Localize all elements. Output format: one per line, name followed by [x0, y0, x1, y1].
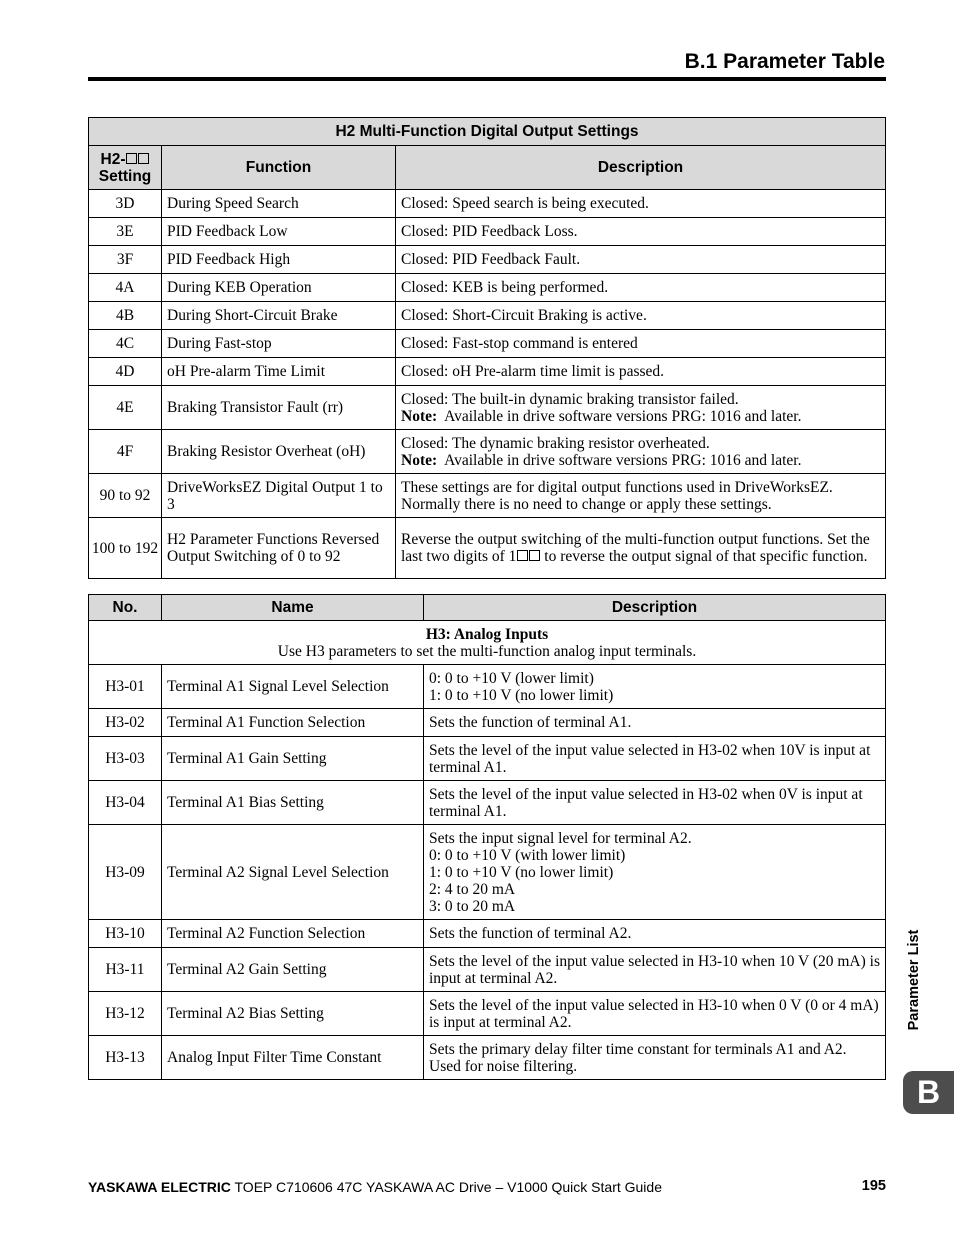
setting-cell: 4E: [89, 386, 162, 430]
table-row: [89, 518, 886, 579]
parameter-name: Terminal A1 Signal Level Selection: [162, 665, 424, 709]
section-header-cell: [89, 621, 886, 665]
setting-suffix: Setting: [98, 167, 152, 185]
description-text: Closed: The dynamic braking resistor overheated.: [401, 434, 710, 452]
table-row: [89, 825, 886, 920]
description-cell: [424, 825, 886, 920]
parameter-number: H3-12: [89, 992, 162, 1036]
description-line: 1: 0 to +10 V (no lower limit): [429, 686, 614, 704]
footer-document-title: TOEP C710606 47C YASKAWA AC Drive – V1000 Quick Start Guide: [230, 1179, 662, 1195]
description-line: 2: 4 to 20 mA: [429, 880, 516, 898]
h2-output-settings-table: [88, 117, 886, 579]
placeholder-box-icon: [517, 550, 528, 561]
setting-cell: 4D: [89, 358, 162, 386]
table-title: H2 Multi-Function Digital Output Settings: [89, 118, 886, 146]
table-row: [89, 781, 886, 825]
section-subtitle: Use H3 parameters to set the multi-function analog input terminals.: [277, 642, 697, 660]
table-row: [89, 992, 886, 1036]
column-header-name: Name: [162, 595, 424, 621]
appendix-letter-badge: B: [903, 1071, 954, 1114]
placeholder-box-icon: [126, 153, 137, 164]
description-cell: Sets the level of the input value selected in H3-10 when 0 V (0 or 4 mA) is input at terminal A2.: [424, 992, 886, 1036]
table-row: [89, 430, 886, 474]
parameter-name: Terminal A1 Function Selection: [162, 709, 424, 737]
description-cell: [396, 518, 886, 579]
table-row: [89, 330, 886, 358]
parameter-number: H3-02: [89, 709, 162, 737]
description-cell: [396, 386, 886, 430]
placeholder-box-icon: [138, 153, 149, 164]
description-cell: Closed: Speed search is being executed.: [396, 190, 886, 218]
note-text: Available in drive software versions PRG: 1016 and later.: [444, 451, 802, 469]
parameter-name: Terminal A2 Bias Setting: [162, 992, 424, 1036]
setting-cell: 4F: [89, 430, 162, 474]
table-row: [89, 358, 886, 386]
section-title: H3: Analog Inputs: [425, 625, 549, 643]
setting-cell: 4C: [89, 330, 162, 358]
parameter-number: H3-11: [89, 948, 162, 992]
setting-prefix: H2-: [100, 150, 126, 168]
description-line: 0: 0 to +10 V (lower limit): [429, 669, 594, 687]
function-cell: DriveWorksEZ Digital Output 1 to 3: [162, 474, 396, 518]
function-cell: Braking Transistor Fault (rr): [162, 386, 396, 430]
note-label: Note:: [401, 407, 438, 425]
function-cell: During KEB Operation: [162, 274, 396, 302]
parameter-name: Terminal A2 Function Selection: [162, 920, 424, 948]
parameter-number: H3-03: [89, 737, 162, 781]
parameter-number: H3-01: [89, 665, 162, 709]
parameter-name: Terminal A2 Gain Setting: [162, 948, 424, 992]
header-rule: [88, 77, 886, 81]
column-header-setting: [89, 146, 162, 190]
parameter-name: Terminal A1 Bias Setting: [162, 781, 424, 825]
description-cell: Sets the level of the input value selected in H3-02 when 10V is input at terminal A1.: [424, 737, 886, 781]
parameter-number: H3-10: [89, 920, 162, 948]
description-cell: [424, 665, 886, 709]
column-header-description: Description: [424, 595, 886, 621]
page-number: 195: [861, 1178, 886, 1194]
placeholder-box-icon: [529, 550, 540, 561]
description-line: 0: 0 to +10 V (with lower limit): [429, 846, 626, 864]
column-header-function: Function: [162, 146, 396, 190]
function-cell: During Fast-stop: [162, 330, 396, 358]
parameter-number: H3-09: [89, 825, 162, 920]
table-row: [89, 948, 886, 992]
function-cell: Braking Resistor Overheat (oH): [162, 430, 396, 474]
function-cell: PID Feedback High: [162, 246, 396, 274]
table-row: [89, 218, 886, 246]
description-line: 1: 0 to +10 V (no lower limit): [429, 863, 614, 881]
setting-cell: 4B: [89, 302, 162, 330]
note-label: Note:: [401, 451, 438, 469]
function-cell: oH Pre-alarm Time Limit: [162, 358, 396, 386]
table-row: [89, 302, 886, 330]
description-cell: Sets the level of the input value selected in H3-10 when 10 V (20 mA) is input at terminal A2.: [424, 948, 886, 992]
section-row: [89, 621, 886, 665]
setting-cell: 90 to 92: [89, 474, 162, 518]
setting-cell: 100 to 192: [89, 518, 162, 579]
side-tab-label: Parameter List: [906, 929, 922, 1031]
column-header-description: Description: [396, 146, 886, 190]
description-line: Sets the input signal level for terminal A2.: [429, 829, 692, 847]
page-footer: [88, 1179, 886, 1195]
description-cell: Sets the primary delay filter time constant for terminals A1 and A2. Used for noise filtering.: [424, 1036, 886, 1080]
table-row: [89, 709, 886, 737]
function-cell: PID Feedback Low: [162, 218, 396, 246]
page-title: B.1 Parameter Table: [684, 50, 885, 73]
table-row: [89, 737, 886, 781]
table-row: [89, 246, 886, 274]
parameter-number: H3-13: [89, 1036, 162, 1080]
description-cell: Closed: PID Feedback Fault.: [396, 246, 886, 274]
description-cell: These settings are for digital output functions used in DriveWorksEZ. Normally there is no need to change or apply these settings.: [396, 474, 886, 518]
footer-brand: YASKAWA ELECTRIC: [88, 1179, 231, 1195]
table-row: [89, 386, 886, 430]
function-cell: H2 Parameter Functions Reversed Output Switching of 0 to 92: [162, 518, 396, 579]
setting-cell: 4A: [89, 274, 162, 302]
setting-cell: 3E: [89, 218, 162, 246]
table-row: [89, 474, 886, 518]
description-cell: Sets the function of terminal A2.: [424, 920, 886, 948]
table-row: [89, 665, 886, 709]
table-row: [89, 274, 886, 302]
description-cell: Closed: PID Feedback Loss.: [396, 218, 886, 246]
setting-cell: 3F: [89, 246, 162, 274]
parameter-name: Terminal A2 Signal Level Selection: [162, 825, 424, 920]
note-text: Available in drive software versions PRG: 1016 and later.: [444, 407, 802, 425]
description-cell: Sets the function of terminal A1.: [424, 709, 886, 737]
setting-cell: 3D: [89, 190, 162, 218]
parameter-number: H3-04: [89, 781, 162, 825]
description-line: 3: 0 to 20 mA: [429, 897, 516, 915]
description-text: Reverse the output switching of the multi-function output functions. Set the last two digits of 1: [401, 531, 870, 565]
table-row: [89, 920, 886, 948]
parameter-name: Terminal A1 Gain Setting: [162, 737, 424, 781]
description-cell: Closed: KEB is being performed.: [396, 274, 886, 302]
function-cell: During Short-Circuit Brake: [162, 302, 396, 330]
description-cell: [396, 430, 886, 474]
description-text: to reverse the output signal of that specific function.: [540, 548, 868, 565]
table-row: [89, 1036, 886, 1080]
column-header-no: No.: [89, 595, 162, 621]
parameter-name: Analog Input Filter Time Constant: [162, 1036, 424, 1080]
table-row: [89, 190, 886, 218]
description-cell: Closed: oH Pre-alarm time limit is passed.: [396, 358, 886, 386]
h3-analog-inputs-table: [88, 594, 886, 1080]
description-cell: Closed: Short-Circuit Braking is active.: [396, 302, 886, 330]
function-cell: During Speed Search: [162, 190, 396, 218]
description-cell: Sets the level of the input value selected in H3-02 when 0V is input at terminal A1.: [424, 781, 886, 825]
description-cell: Closed: Fast-stop command is entered: [396, 330, 886, 358]
description-text: Closed: The built-in dynamic braking transistor failed.: [401, 390, 739, 408]
